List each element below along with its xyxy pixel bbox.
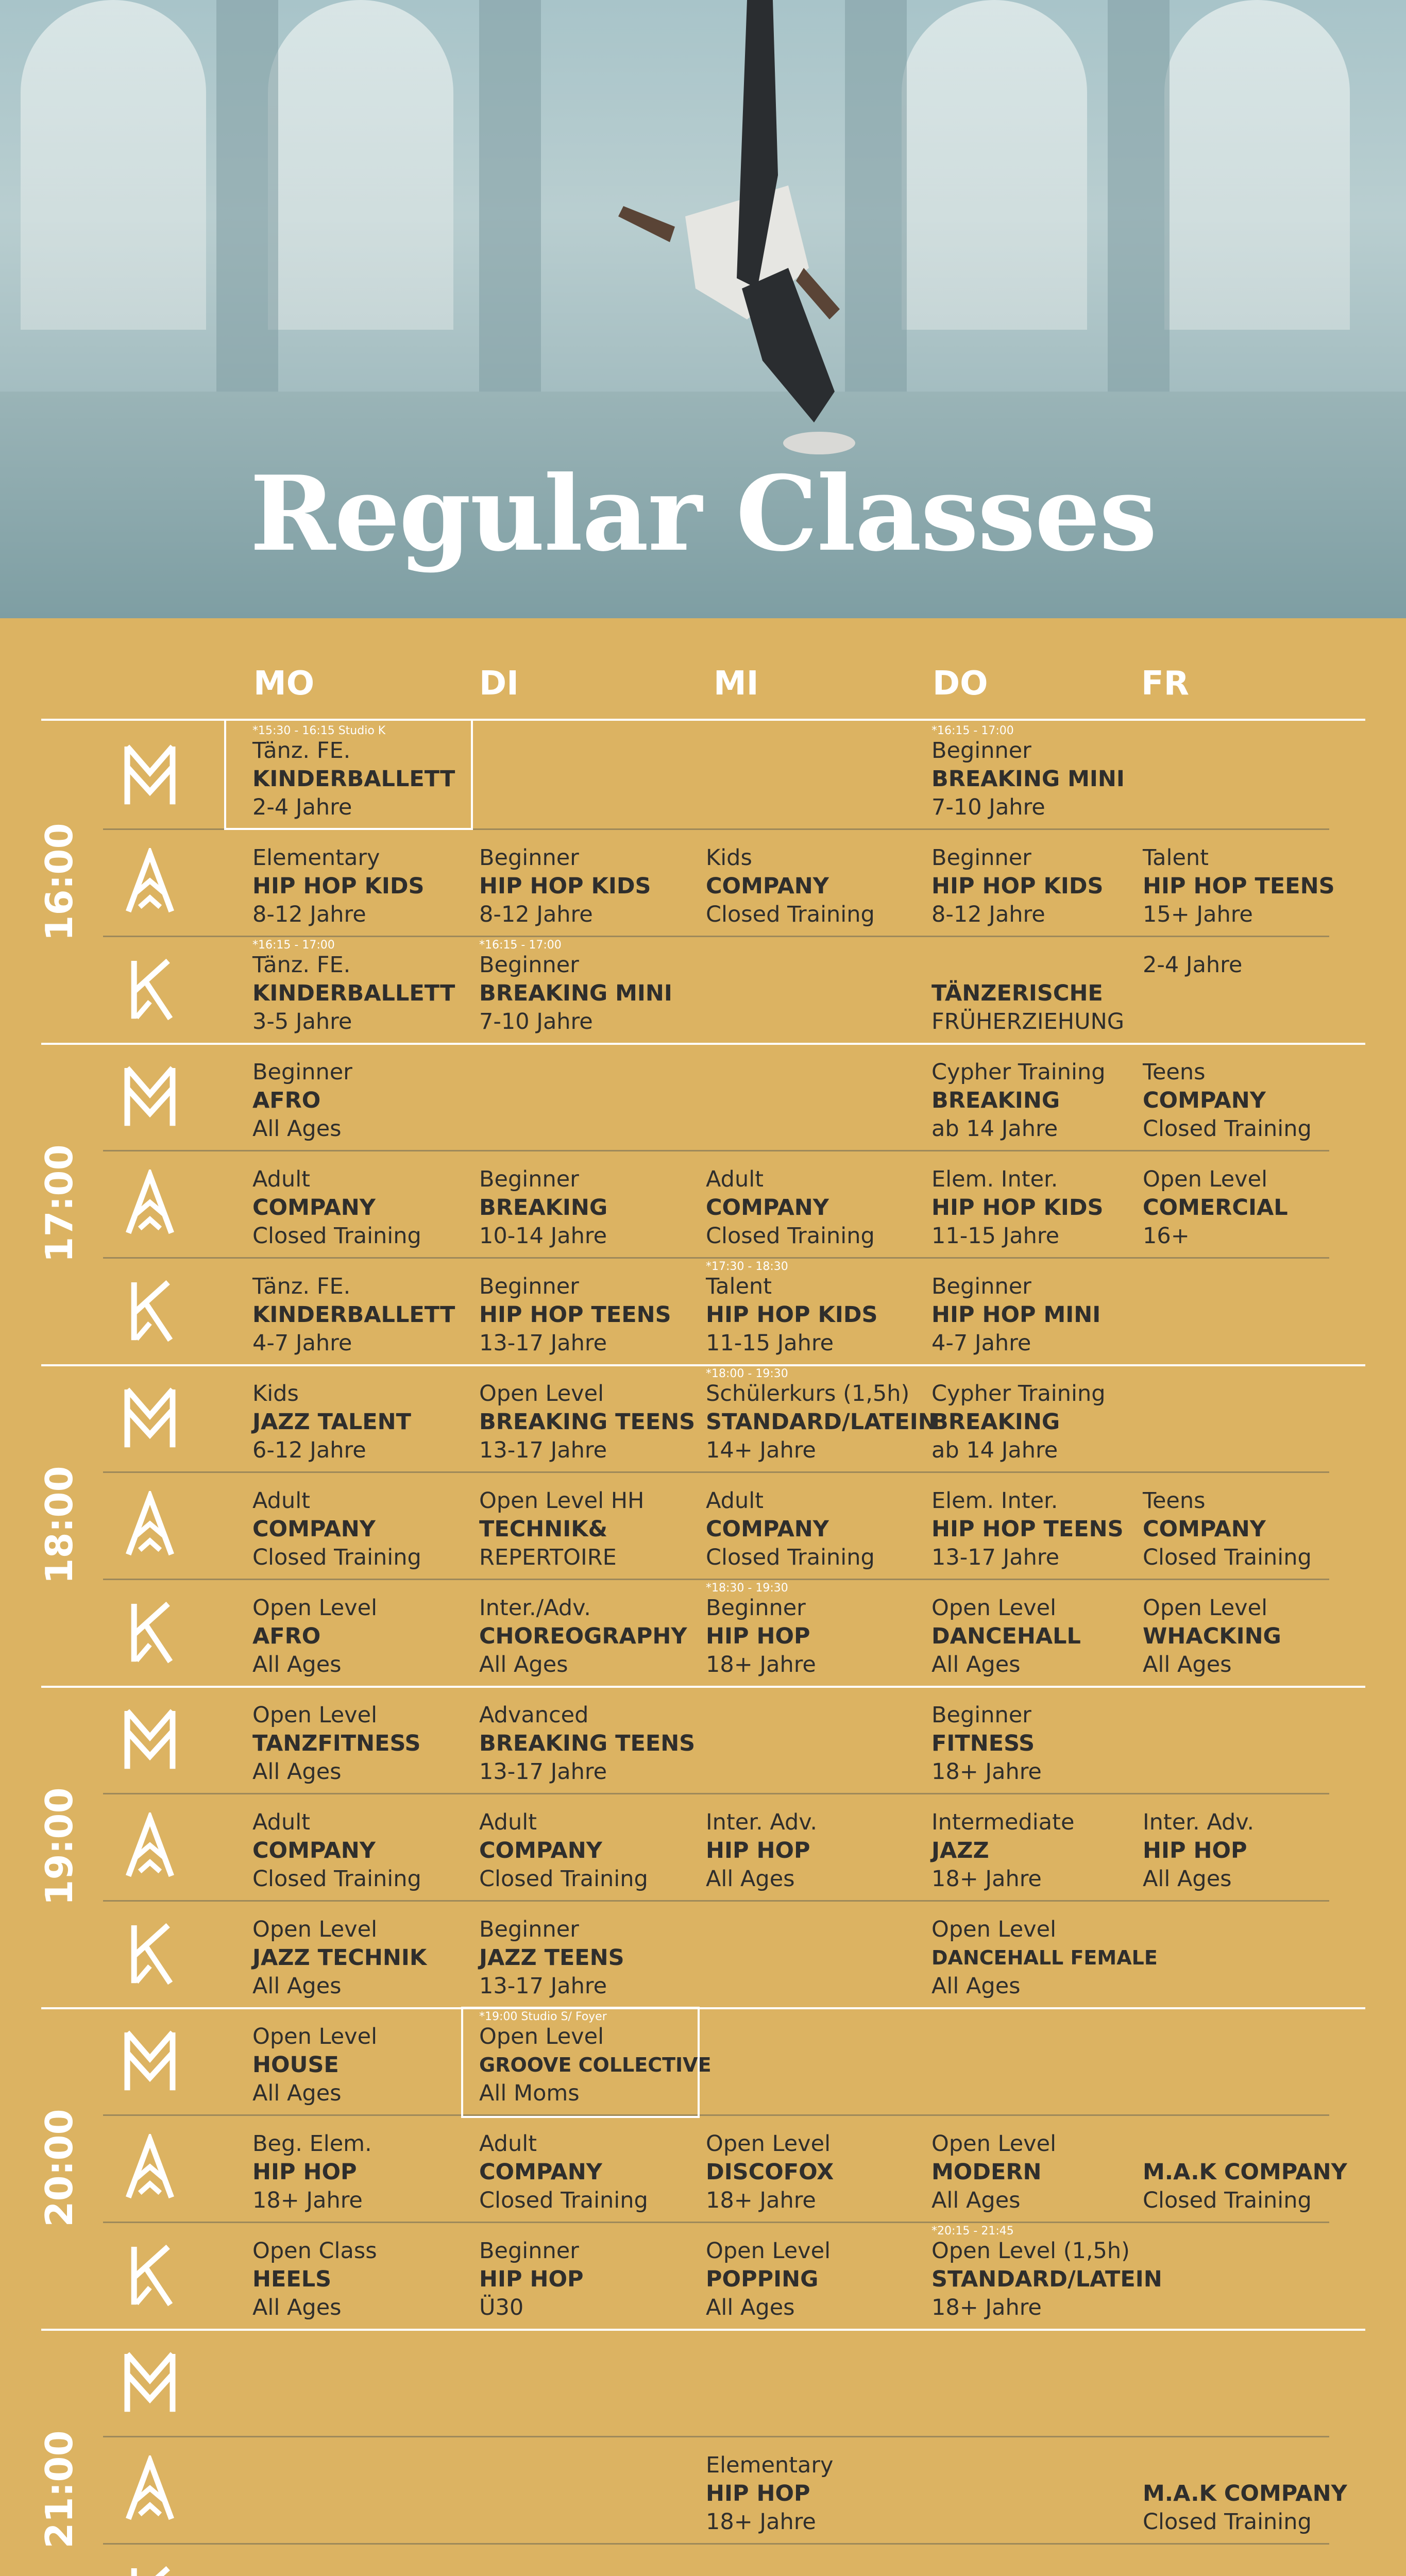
- class-entry: [931, 724, 1125, 822]
- class-age: Closed Training: [479, 1866, 648, 1892]
- class-entry: [931, 1701, 1042, 1786]
- class-entry: [479, 2130, 648, 2215]
- class-age: 10-14 Jahre: [479, 1223, 607, 1249]
- class-entry: [931, 1594, 1081, 1679]
- class-level: Tänz. FE.: [252, 952, 351, 978]
- class-level: Beginner: [931, 738, 1031, 764]
- class-level: Open Level: [931, 1595, 1057, 1621]
- class-age: FRÜHERZIEHUNG: [931, 1009, 1125, 1035]
- class-name: HOUSE: [252, 2052, 339, 2078]
- class-age: All Ages: [1143, 1652, 1232, 1677]
- class-level: 2-4 Jahre: [1143, 952, 1243, 978]
- class-level: Teens: [1143, 1059, 1206, 1085]
- hour-divider: [41, 1043, 1365, 1045]
- class-name: COMPANY: [706, 873, 829, 899]
- class-entry: [252, 939, 455, 1036]
- class-age: 13-17 Jahre: [479, 1330, 607, 1356]
- class-entry: [252, 2130, 372, 2215]
- class-entry: [706, 1260, 878, 1358]
- class-age: 2-4 Jahre: [252, 794, 352, 820]
- class-age: Closed Training: [252, 1223, 421, 1249]
- class-name: COMPANY: [252, 1838, 376, 1863]
- class-level: Inter. Adv.: [706, 1809, 818, 1835]
- class-level: Elem. Inter.: [931, 1488, 1058, 1514]
- class-level: Inter./Adv.: [479, 1595, 591, 1621]
- class-age: 3-5 Jahre: [252, 1009, 352, 1035]
- class-entry: [931, 1058, 1106, 1143]
- hour-divider: [41, 1364, 1365, 1366]
- class-level: Adult: [252, 1488, 311, 1514]
- class-entry: [479, 844, 651, 929]
- class-level: Open Level: [252, 1702, 378, 1728]
- class-name: HIP HOP TEENS: [931, 1516, 1124, 1542]
- class-entry: [706, 2130, 834, 2215]
- class-level: Open Level: [252, 1595, 378, 1621]
- studio-k-icon: [122, 1598, 173, 1660]
- class-level: Open Level HH: [479, 1488, 645, 1514]
- class-entry: [706, 1808, 817, 1893]
- class-age: Closed Training: [1143, 2509, 1312, 2535]
- class-level: Intermediate: [931, 1809, 1075, 1835]
- class-name: HIP HOP MINI: [931, 1302, 1101, 1328]
- class-level: Open Level: [706, 2131, 831, 2157]
- class-age: 7-10 Jahre: [479, 1009, 593, 1035]
- row-divider: [103, 2222, 1329, 2223]
- class-time-note: *18:30 - 19:30: [706, 1582, 788, 1595]
- class-name: HIP HOP KIDS: [931, 873, 1104, 899]
- class-age: All Ages: [1143, 1866, 1232, 1892]
- class-entry: [1143, 1808, 1254, 1893]
- row-divider: [103, 1579, 1329, 1580]
- page-title: Regular Classes: [249, 453, 1157, 574]
- class-level: [1143, 2130, 1347, 2158]
- class-age: All Ages: [252, 2295, 342, 2320]
- class-level: Cypher Training: [931, 1059, 1106, 1085]
- class-name: KINDERBALLETT: [252, 980, 455, 1006]
- class-level: Adult: [252, 1809, 311, 1835]
- class-entry: [1143, 951, 1242, 979]
- class-level: Open Level (1,5h): [931, 2238, 1130, 2264]
- class-name: BREAKING: [931, 1088, 1060, 1113]
- class-name: HIP HOP KIDS: [252, 873, 425, 899]
- class-entry: [931, 2130, 1056, 2215]
- class-level: Beginner: [479, 1166, 579, 1192]
- class-age: All Ages: [931, 1973, 1021, 1999]
- class-name: TÄNZERISCHE: [931, 980, 1103, 1006]
- class-age: All Ages: [706, 1866, 795, 1892]
- class-name: COMPANY: [479, 1838, 602, 1863]
- row-divider: [103, 1471, 1329, 1473]
- row-divider: [103, 1257, 1329, 1259]
- class-level: Schülerkurs (1,5h): [706, 1381, 910, 1406]
- class-level: Beginner: [479, 2238, 579, 2264]
- class-entry: [479, 1273, 671, 1358]
- class-age: Closed Training: [706, 1223, 875, 1249]
- class-entry: [931, 1916, 1158, 2001]
- class-entry: [479, 1916, 624, 2001]
- class-age: Closed Training: [1143, 1116, 1312, 1142]
- studio-a-icon: [122, 2455, 173, 2517]
- day-header-di: DI: [479, 665, 519, 703]
- row-divider: [103, 1793, 1329, 1794]
- class-age: 15+ Jahre: [1143, 902, 1253, 927]
- class-name: DISCOFOX: [706, 2159, 834, 2185]
- class-entry: [1143, 2451, 1347, 2536]
- class-level: Open Level: [252, 1917, 378, 1942]
- class-age: 13-17 Jahre: [931, 1545, 1060, 1570]
- class-age: 16+: [1143, 1223, 1190, 1249]
- class-entry: [1143, 1058, 1312, 1143]
- dancer-photo: [592, 0, 860, 474]
- class-name: AFRO: [252, 1088, 321, 1113]
- class-entry: [252, 1058, 352, 1143]
- class-age: All Ages: [252, 1973, 342, 1999]
- row-divider: [103, 2114, 1329, 2116]
- class-entry: [479, 939, 672, 1036]
- class-level: Open Level: [479, 1381, 604, 1406]
- class-entry: [252, 1165, 421, 1250]
- class-name: HIP HOP TEENS: [1143, 873, 1335, 899]
- class-age: All Ages: [252, 1116, 342, 1142]
- class-entry: [252, 844, 424, 929]
- class-age: 18+ Jahre: [931, 1759, 1042, 1785]
- class-name: HEELS: [252, 2266, 332, 2292]
- studio-a-icon: [122, 2134, 173, 2196]
- class-age: Closed Training: [252, 1545, 421, 1570]
- class-name: TECHNIK&: [479, 1516, 608, 1542]
- class-entry: [479, 1701, 695, 1786]
- class-age: 11-15 Jahre: [706, 1330, 834, 1356]
- class-level: Kids: [252, 1381, 299, 1406]
- class-time-note: *16:15 - 17:00: [252, 939, 335, 952]
- class-name: BREAKING MINI: [931, 766, 1125, 792]
- class-level: Beginner: [706, 1595, 806, 1621]
- studio-m-icon: [122, 1384, 173, 1446]
- class-level: Tänz. FE.: [252, 1274, 351, 1299]
- class-entry: [479, 1380, 695, 1465]
- class-entry: [706, 2451, 834, 2536]
- class-entry: [252, 1594, 377, 1679]
- class-age: 8-12 Jahre: [931, 902, 1045, 927]
- class-level: Tänz. FE.: [252, 738, 351, 764]
- class-name: DANCEHALL FEMALE: [931, 1946, 1158, 1969]
- class-level: Adult: [706, 1488, 764, 1514]
- class-name: COMERCIAL: [1143, 1195, 1288, 1221]
- class-entry: [252, 2023, 377, 2108]
- class-entry: [706, 1487, 875, 1572]
- class-age: 14+ Jahre: [706, 1437, 816, 1463]
- hour-divider: [41, 2007, 1365, 2009]
- row-divider: [103, 1900, 1329, 1902]
- class-name: COMPANY: [1143, 1516, 1266, 1542]
- studio-k-icon: [122, 955, 173, 1017]
- class-name: M.A.K COMPANY: [1143, 2481, 1347, 2506]
- row-divider: [103, 1150, 1329, 1151]
- class-level: Kids: [706, 845, 752, 871]
- day-header-fr: FR: [1141, 665, 1189, 703]
- class-level: Beginner: [252, 1059, 352, 1085]
- class-entry: [931, 1487, 1124, 1572]
- class-name: MODERN: [931, 2159, 1042, 2185]
- class-entry: [931, 2225, 1162, 2322]
- class-entry: [1143, 844, 1335, 929]
- class-age: Closed Training: [1143, 2188, 1312, 2213]
- class-level: Teens: [1143, 1488, 1206, 1514]
- class-age: All Ages: [479, 1652, 568, 1677]
- class-name: JAZZ TALENT: [252, 1409, 411, 1435]
- class-name: COMPANY: [252, 1195, 376, 1221]
- class-entry: [1143, 1487, 1312, 1572]
- highlight-box: [461, 2007, 700, 2118]
- class-time-note: *20:15 - 21:45: [931, 2225, 1014, 2238]
- class-name: AFRO: [252, 1623, 321, 1649]
- class-level: Open Level: [931, 1917, 1057, 1942]
- class-level: Open Level: [706, 2238, 831, 2264]
- studio-a-icon: [122, 1491, 173, 1553]
- class-entry: [252, 2237, 377, 2322]
- class-name: COMPANY: [706, 1516, 829, 1542]
- class-level: [1143, 2451, 1347, 2480]
- row-divider: [103, 2436, 1329, 2437]
- class-age: Closed Training: [479, 2188, 648, 2213]
- class-entry: [931, 844, 1103, 929]
- class-entry: [706, 1165, 875, 1250]
- class-age: Ü30: [479, 2295, 524, 2320]
- class-name: HIP HOP TEENS: [479, 1302, 671, 1328]
- class-age: ab 14 Jahre: [931, 1437, 1058, 1463]
- class-name: CHOREOGRAPHY: [479, 1623, 687, 1649]
- highlight-box: [224, 719, 473, 830]
- studio-a-icon: [122, 848, 173, 910]
- class-name: HIP HOP: [252, 2159, 357, 2185]
- class-time-note: *16:15 - 17:00: [931, 724, 1014, 737]
- class-name: HIP HOP: [706, 1623, 810, 1649]
- class-entry: [479, 1808, 648, 1893]
- class-level: Beginner: [479, 1274, 579, 1299]
- class-entry: [252, 1808, 421, 1893]
- class-name: HIP HOP: [1143, 1838, 1247, 1863]
- class-level: Open Level: [1143, 1595, 1268, 1621]
- hero-banner: [0, 0, 1406, 618]
- class-name: COMPANY: [1143, 1088, 1266, 1113]
- class-level: Beginner: [479, 1917, 579, 1942]
- class-age: All Ages: [706, 2295, 795, 2320]
- class-entry: [252, 1487, 421, 1572]
- class-age: 13-17 Jahre: [479, 1437, 607, 1463]
- window-arch: [268, 0, 453, 330]
- studio-k-icon: [122, 2563, 173, 2576]
- class-level: Talent: [1143, 845, 1209, 871]
- class-name: HIP HOP: [479, 2266, 584, 2292]
- class-age: 18+ Jahre: [252, 2188, 363, 2213]
- class-age: 6-12 Jahre: [252, 1437, 366, 1463]
- class-level: Open Level: [931, 2131, 1057, 2157]
- studio-k-icon: [122, 1277, 173, 1338]
- class-level: Elementary: [706, 2452, 834, 2478]
- studio-m-icon: [122, 2027, 173, 2089]
- class-entry: [931, 1273, 1100, 1358]
- studio-k-icon: [122, 2241, 173, 2303]
- class-age: All Ages: [252, 1652, 342, 1677]
- class-age: Closed Training: [1143, 1545, 1312, 1570]
- class-name: STANDARD/LATEIN: [706, 1409, 937, 1435]
- class-level: [931, 951, 1124, 979]
- class-age: REPERTOIRE: [479, 1545, 617, 1570]
- class-entry: [931, 1380, 1106, 1465]
- class-name: WHACKING: [1143, 1623, 1281, 1649]
- row-divider: [103, 2543, 1329, 2545]
- class-entry: [252, 1701, 421, 1786]
- row-divider: [103, 936, 1329, 937]
- class-name: COMPANY: [252, 1516, 376, 1542]
- class-age: 13-17 Jahre: [479, 1759, 607, 1785]
- hour-divider: [41, 2329, 1365, 2331]
- class-entry: [479, 1165, 607, 1250]
- class-level: Advanced: [479, 1702, 589, 1728]
- class-entry: [706, 844, 875, 929]
- class-level: Cypher Training: [931, 1381, 1106, 1406]
- class-level: Adult: [479, 1809, 537, 1835]
- class-age: 13-17 Jahre: [479, 1973, 607, 1999]
- class-age: 7-10 Jahre: [931, 794, 1045, 820]
- class-level: Beginner: [931, 1702, 1031, 1728]
- class-time-note: *16:15 - 17:00: [479, 939, 562, 952]
- class-age: 8-12 Jahre: [252, 902, 366, 927]
- day-header-mo: MO: [253, 665, 315, 703]
- class-name: BREAKING MINI: [479, 980, 672, 1006]
- class-name: JAZZ TECHNIK: [252, 1945, 427, 1971]
- class-name: DANCEHALL: [931, 1623, 1081, 1649]
- class-name: BREAKING TEENS: [479, 1409, 696, 1435]
- class-level: Beg. Elem.: [252, 2131, 372, 2157]
- class-entry: [479, 1487, 644, 1572]
- class-time-note: *18:00 - 19:30: [706, 1367, 788, 1380]
- class-age: All Ages: [252, 1759, 342, 1785]
- class-level: Inter. Adv.: [1143, 1809, 1255, 1835]
- class-name: TANZFITNESS: [252, 1731, 421, 1756]
- studio-m-icon: [122, 2348, 173, 2410]
- class-age: All Ages: [931, 2188, 1021, 2213]
- class-age: All Moms: [479, 2080, 580, 2106]
- class-name: POPPING: [706, 2266, 819, 2292]
- class-entry: [252, 1380, 411, 1465]
- class-level: Beginner: [931, 845, 1031, 871]
- class-entry: [479, 2237, 584, 2322]
- class-name: KINDERBALLETT: [252, 766, 455, 792]
- class-name: FITNESS: [931, 1731, 1035, 1756]
- class-entry: [252, 1273, 455, 1358]
- class-age: All Ages: [931, 1652, 1021, 1677]
- class-age: All Ages: [252, 2080, 342, 2106]
- class-age: ab 14 Jahre: [931, 1116, 1058, 1142]
- class-level: Beginner: [479, 845, 579, 871]
- class-age: 18+ Jahre: [706, 2509, 816, 2535]
- class-name: BREAKING: [931, 1409, 1060, 1435]
- class-name: M.A.K COMPANY: [1143, 2159, 1347, 2185]
- class-entry: [931, 1165, 1103, 1250]
- class-time-note: *19:00 Studio S/ Foyer: [479, 2010, 607, 2023]
- class-level: Talent: [706, 1274, 772, 1299]
- class-name: GROOVE COLLECTIVE: [479, 2054, 712, 2076]
- class-level: Open Level: [252, 2024, 378, 2049]
- class-level: Open Class: [252, 2238, 377, 2264]
- class-level: Open Level: [1143, 1166, 1268, 1192]
- studio-a-icon: [122, 1812, 173, 1874]
- class-level: Elem. Inter.: [931, 1166, 1058, 1192]
- class-entry: [1143, 2130, 1347, 2215]
- studio-m-icon: [122, 1705, 173, 1767]
- studio-m-icon: [122, 1062, 173, 1124]
- class-name: JAZZ TEENS: [479, 1945, 624, 1971]
- class-time-note: *15:30 - 16:15 Studio K: [252, 724, 386, 737]
- class-name: HIP HOP KIDS: [931, 1195, 1104, 1221]
- class-entry: [479, 1594, 687, 1679]
- day-header-mi: MI: [714, 665, 759, 703]
- class-entry: [931, 951, 1124, 1036]
- class-name: COMPANY: [706, 1195, 829, 1221]
- class-level: Adult: [706, 1166, 764, 1192]
- class-name: KINDERBALLETT: [252, 1302, 455, 1328]
- class-age: 18+ Jahre: [931, 1866, 1042, 1892]
- class-name: HIP HOP: [706, 2481, 810, 2506]
- class-age: 18+ Jahre: [931, 2295, 1042, 2320]
- class-entry: [1143, 1594, 1281, 1679]
- class-age: Closed Training: [706, 902, 875, 927]
- class-name: STANDARD/LATEIN: [931, 2266, 1162, 2292]
- class-level: Beginner: [479, 952, 579, 978]
- class-name: COMPANY: [479, 2159, 602, 2185]
- class-level: Elementary: [252, 845, 380, 871]
- header-divider: [41, 719, 1365, 721]
- class-level: Beginner: [931, 1274, 1031, 1299]
- class-age: 18+ Jahre: [706, 1652, 816, 1677]
- day-header-do: DO: [933, 665, 988, 703]
- class-age: 8-12 Jahre: [479, 902, 593, 927]
- class-level: Adult: [479, 2131, 537, 2157]
- class-name: BREAKING: [479, 1195, 608, 1221]
- studio-a-icon: [122, 1170, 173, 1231]
- class-name: JAZZ: [931, 1838, 989, 1863]
- class-level: Open Level: [479, 2024, 604, 2049]
- window-arch: [1164, 0, 1350, 330]
- class-age: Closed Training: [706, 1545, 875, 1570]
- class-time-note: *17:30 - 18:30: [706, 1260, 788, 1273]
- class-name: HIP HOP KIDS: [706, 1302, 878, 1328]
- class-level: Adult: [252, 1166, 311, 1192]
- class-name: HIP HOP: [706, 1838, 810, 1863]
- class-entry: [252, 1916, 427, 2001]
- class-age: 18+ Jahre: [706, 2188, 816, 2213]
- class-name: HIP HOP KIDS: [479, 873, 651, 899]
- class-age: 4-7 Jahre: [931, 1330, 1031, 1356]
- window-arch: [902, 0, 1087, 330]
- studio-k-icon: [122, 1920, 173, 1981]
- class-age: 11-15 Jahre: [931, 1223, 1060, 1249]
- studio-m-icon: [122, 741, 173, 803]
- class-entry: [706, 1582, 816, 1679]
- class-entry: [1143, 1165, 1288, 1250]
- class-name: BREAKING TEENS: [479, 1731, 696, 1756]
- hour-divider: [41, 1686, 1365, 1688]
- class-entry: [931, 1808, 1074, 1893]
- window-arch: [21, 0, 206, 330]
- class-age: Closed Training: [252, 1866, 421, 1892]
- class-age: 4-7 Jahre: [252, 1330, 352, 1356]
- class-entry: [706, 2237, 831, 2322]
- class-entry: [706, 1367, 937, 1465]
